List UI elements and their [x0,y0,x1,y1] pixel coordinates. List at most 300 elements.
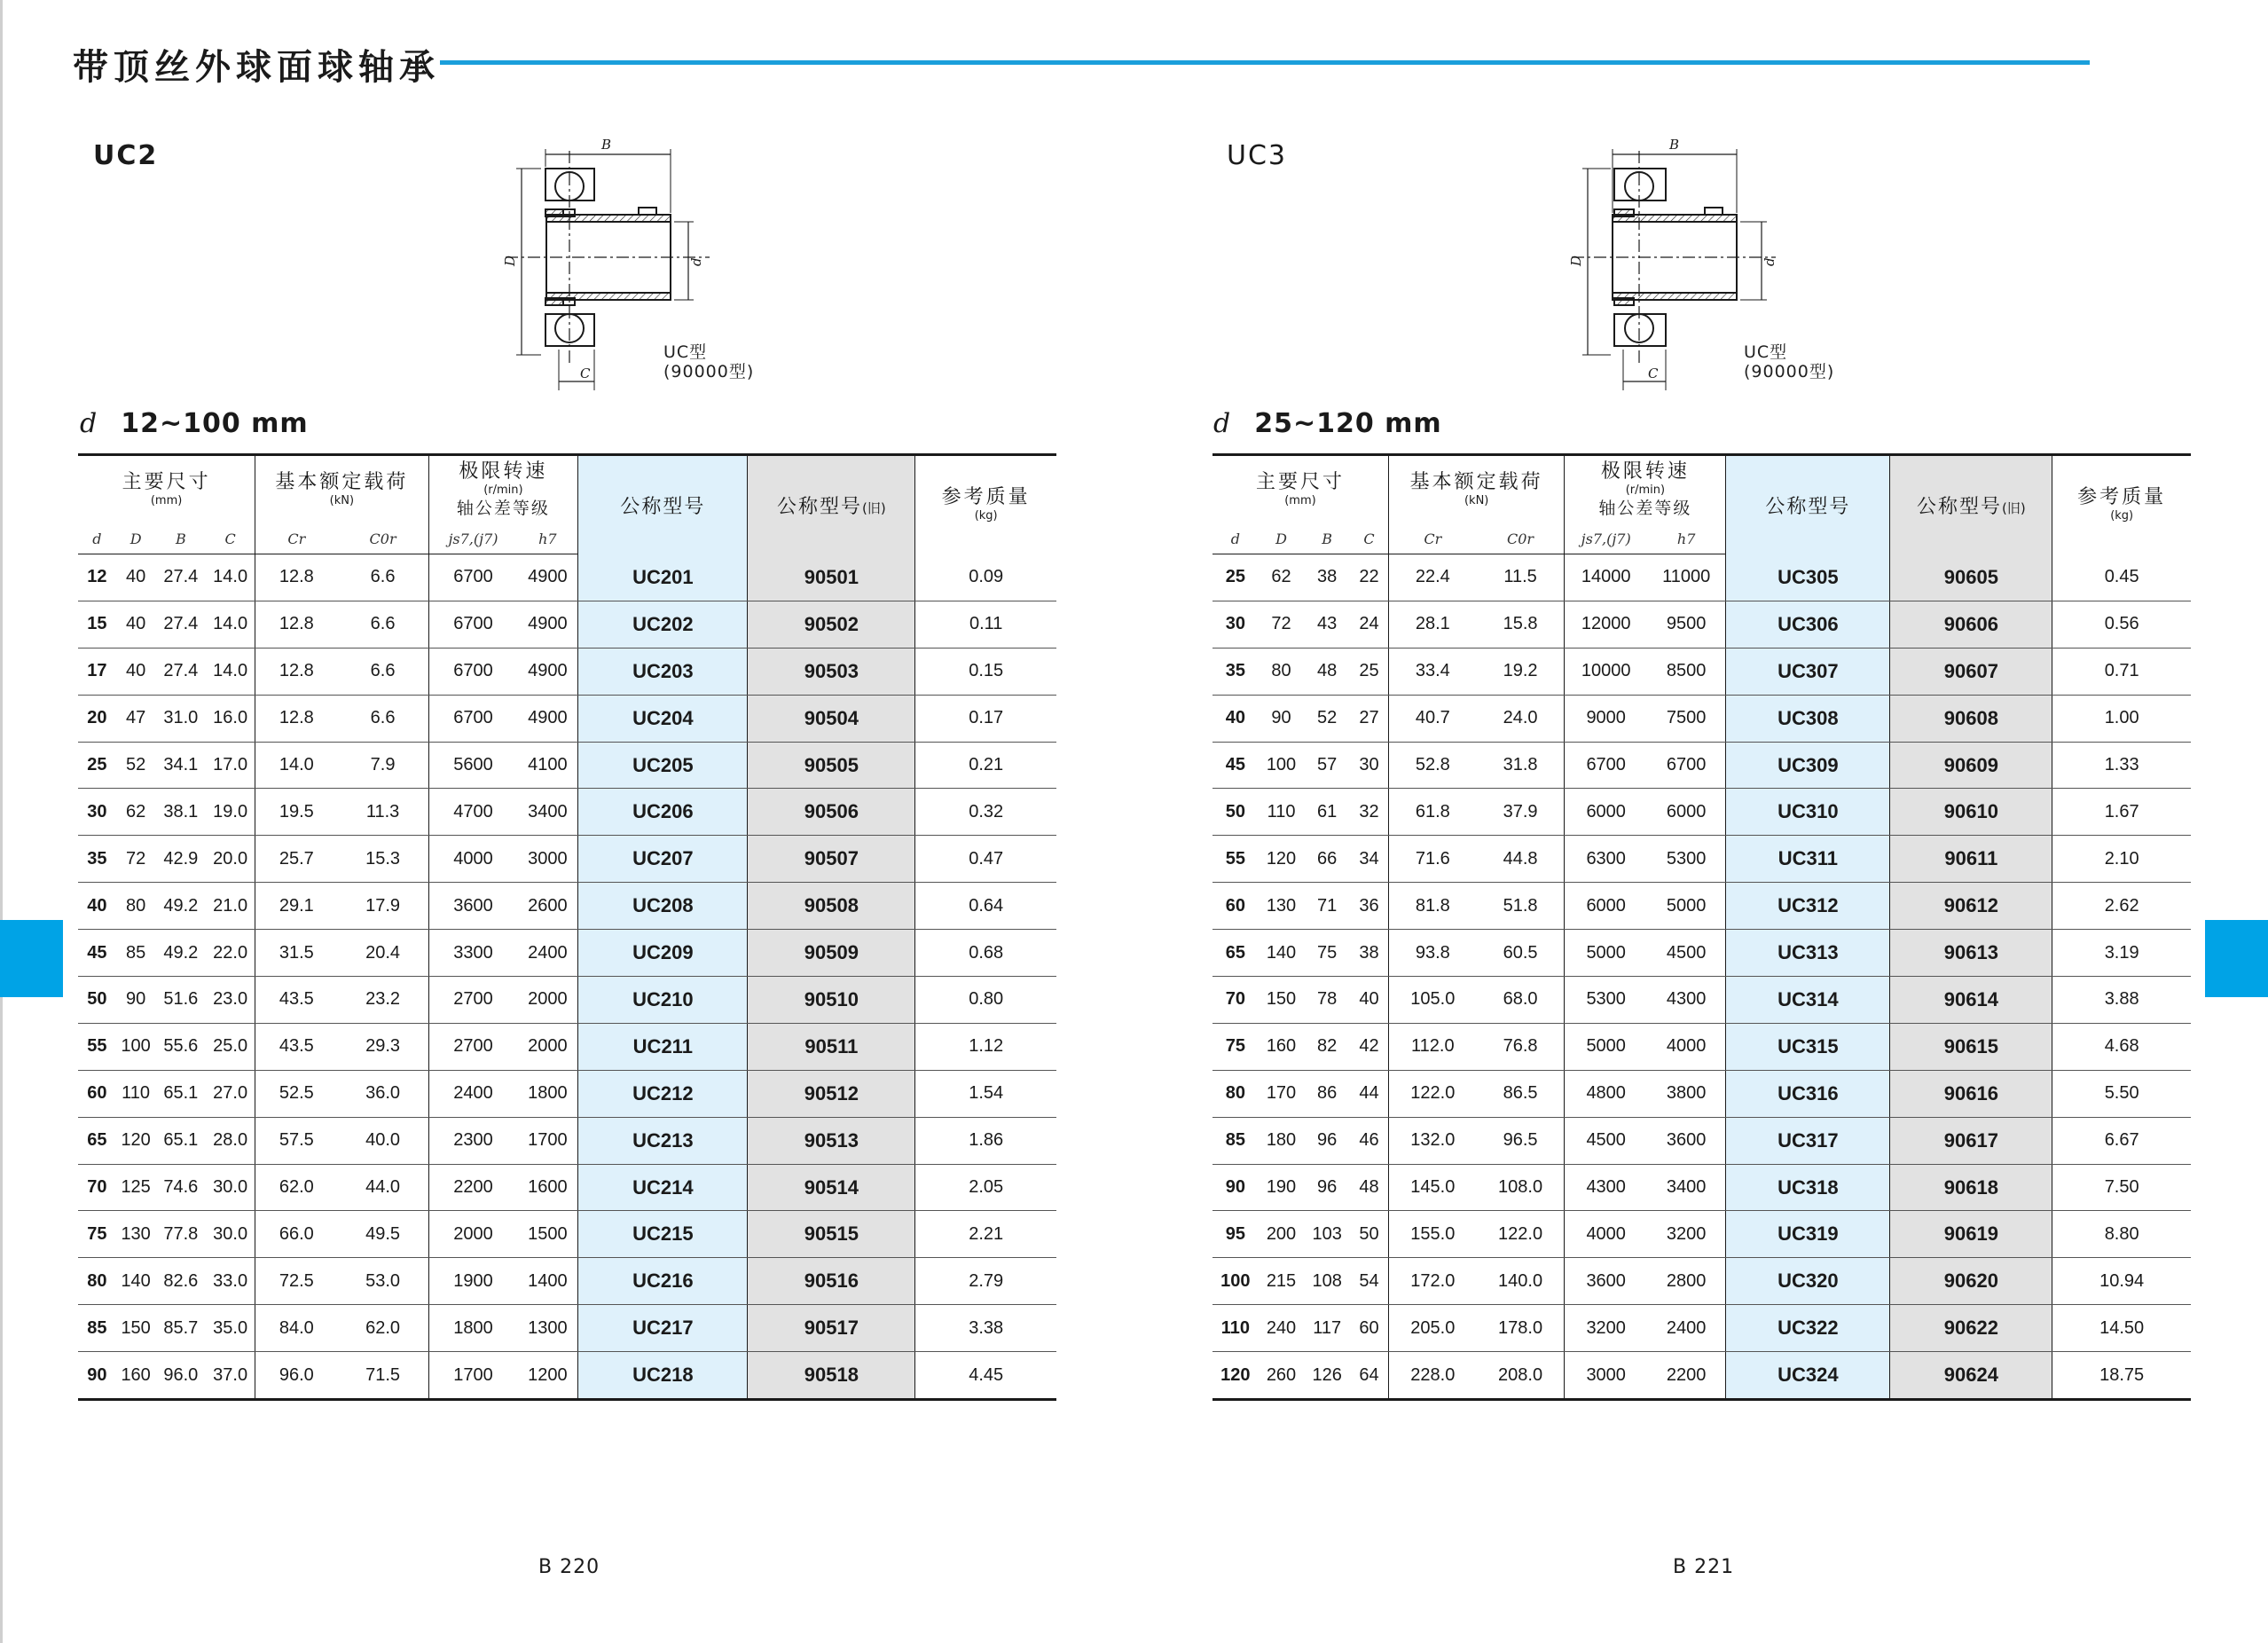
cell-D: 170 [1259,1070,1305,1117]
cell-Cr: 155.0 [1388,1211,1476,1258]
cell-D: 140 [1259,930,1305,977]
cell-Cr: 43.5 [255,1023,338,1070]
cell-speed-oil: 2400 [517,930,577,977]
cell-D: 40 [116,648,156,695]
cell-old-model: 90610 [1890,789,2052,836]
cell-C: 32 [1350,789,1388,836]
cell-d: 60 [78,1070,116,1117]
cell-mass: 4.68 [2052,1023,2191,1070]
cell-speed-grease: 4000 [1565,1211,1647,1258]
cell-old-model: 90507 [748,836,915,883]
table-row [1212,977,2191,1024]
cell-Cr: 105.0 [1388,977,1476,1024]
cell-D: 130 [1259,883,1305,930]
sub-B: B [156,523,207,554]
cell-old-model: 90605 [1890,554,2052,601]
dim-d-label: d [688,257,704,266]
cell-d: 20 [78,695,116,742]
cell-B: 31.0 [156,695,207,742]
cell-C: 28.0 [206,1117,255,1164]
cell-mass: 0.17 [915,695,1056,742]
cell-mass: 1.33 [2052,742,2191,789]
table-row [1212,648,2191,695]
cell-D: 140 [116,1258,156,1305]
cell-d: 85 [78,1305,116,1352]
cell-B: 38 [1304,554,1350,601]
cell-C: 37.0 [206,1352,255,1400]
cell-C: 27.0 [206,1070,255,1117]
cell-B: 108 [1304,1258,1350,1305]
cell-d: 40 [78,883,116,930]
cell-speed-grease: 6000 [1565,883,1647,930]
cell-Cr: 52.8 [1388,742,1476,789]
cell-speed-oil: 2000 [517,977,577,1024]
table-row [1212,836,2191,883]
cell-Cr: 72.5 [255,1258,338,1305]
cell-B: 65.1 [156,1117,207,1164]
cell-B: 51.6 [156,977,207,1024]
cell-model: UC211 [578,1023,748,1070]
cell-B: 52 [1304,695,1350,742]
table-row [78,1117,1056,1164]
cell-mass: 1.67 [2052,789,2191,836]
cell-D: 260 [1266,1364,1297,1385]
cell-old-model: 90516 [748,1258,915,1305]
cell-C: 30.0 [206,1164,255,1211]
cell-d: 50 [78,977,116,1024]
cell-mass: 5.50 [2052,1070,2191,1117]
cell-speed-grease: 4300 [1565,1164,1647,1211]
header-load: 基本额定载荷 (kN) [255,455,428,524]
cell-speed-oil: 4900 [517,648,577,695]
series-label-uc2: UC2 [93,140,159,171]
cell-model: UC308 [1726,695,1890,742]
cell-D: 150 [116,1305,156,1352]
cell-mass: 2.79 [915,1258,1056,1305]
cell-speed-oil: 2000 [517,1023,577,1070]
cell-model: UC316 [1726,1070,1890,1117]
cell-C0r: 44.8 [1477,836,1565,883]
cell-C0r: 71.5 [338,1352,429,1400]
cell-C0r: 15.8 [1477,601,1565,648]
cell-old-model: 90514 [748,1164,915,1211]
cell-B: 48 [1304,648,1350,695]
cell-speed-grease: 2000 [428,1211,517,1258]
cell-D: 40 [116,554,156,601]
header-dims: 主要尺寸 (mm) [78,455,255,524]
cell-D: 90 [1259,695,1305,742]
cell-C: 35.0 [206,1305,255,1352]
cell-d: 120 [1220,1364,1251,1385]
cell-Cr: 112.0 [1388,1023,1476,1070]
cell-speed-grease: 6700 [428,648,517,695]
cell-B: 42.9 [156,836,207,883]
cell-D: 200 [1259,1211,1305,1258]
cell-B: 65.1 [156,1070,207,1117]
cell-C0r: 68.0 [1477,977,1565,1024]
cell-old-model: 90504 [748,695,915,742]
cell-C: 42 [1350,1023,1388,1070]
cell-speed-oil: 3400 [517,789,577,836]
cell-B: 77.8 [156,1211,207,1258]
cell-old-model: 90618 [1890,1164,2052,1211]
cell-mass: 0.56 [2052,601,2191,648]
cell-B: 96 [1304,1117,1350,1164]
cell-mass: 10.94 [2052,1258,2191,1305]
cell-speed-grease: 5000 [1565,930,1647,977]
header-mass: 参考质量 (kg) [2052,455,2191,554]
cell-model: UC207 [578,836,748,883]
cell-C0r: 11.5 [1477,554,1565,601]
sub-C0r: C0r [1477,523,1565,554]
cell-speed-oil: 6000 [1647,789,1726,836]
cell-Cr: 66.0 [255,1211,338,1258]
cell-Cr: 93.8 [1388,930,1476,977]
cell-speed-grease: 3600 [428,883,517,930]
cell-d: 40 [1212,695,1259,742]
cell-speed-oil: 11000 [1647,554,1726,601]
cell-speed-grease: 4500 [1565,1117,1647,1164]
cell-speed-oil: 4000 [1647,1023,1726,1070]
cell-D: 90 [116,977,156,1024]
cell-old-model: 90616 [1890,1070,2052,1117]
cell-old-model: 90624 [1890,1352,2052,1400]
page-title: 带顶丝外球面球轴承 [73,47,440,88]
cell-mass: 2.21 [915,1211,1056,1258]
cell-mass: 2.05 [915,1164,1056,1211]
dim-D-label: D [1568,255,1584,266]
cell-old-model: 90620 [1890,1258,2052,1305]
cell-speed-oil: 3000 [517,836,577,883]
cell-B: 71 [1304,883,1350,930]
cell-C0r: 76.8 [1477,1023,1565,1070]
cell-D: 120 [116,1117,156,1164]
table-row [78,977,1056,1024]
cell-C0r: 15.3 [338,836,429,883]
cell-C: 38 [1350,930,1388,977]
cell-mass: 1.54 [915,1070,1056,1117]
table-row [78,789,1056,836]
cell-speed-oil: 8500 [1647,648,1726,695]
cell-model: UC205 [578,742,748,789]
table-row [78,601,1056,648]
cell-Cr: 25.7 [255,836,338,883]
table-row [1212,1023,2191,1070]
cell-speed-oil: 9500 [1647,601,1726,648]
cell-mass: 0.47 [915,836,1056,883]
cell-Cr: 40.7 [1388,695,1476,742]
cell-D: 180 [1259,1117,1305,1164]
cell-D: 160 [1259,1023,1305,1070]
cell-speed-grease: 6700 [428,695,517,742]
cell-C0r: 6.6 [338,554,429,601]
cell-old-model: 90505 [748,742,915,789]
cell-speed-grease: 4700 [428,789,517,836]
cell-speed-grease: 3200 [1565,1305,1647,1352]
cell-old-model: 90513 [748,1117,915,1164]
cell-D: 110 [116,1070,156,1117]
cell-old-model: 90622 [1890,1305,2052,1352]
cell-mass: 1.12 [915,1023,1056,1070]
cell-mass: 1.00 [2052,695,2191,742]
bore-range-right: d 25~120 mm [1213,408,1442,439]
cell-C: 46 [1350,1117,1388,1164]
cell-C0r: 36.0 [338,1070,429,1117]
cell-C0r: 49.5 [338,1211,429,1258]
cell-d: 35 [1212,648,1259,695]
cell-C: 20.0 [206,836,255,883]
drawing-caption-uc3: UC型 (90000型) [1744,342,1835,381]
cell-mass: 3.88 [2052,977,2191,1024]
cell-mass: 1.86 [915,1117,1056,1164]
cell-mass: 18.75 [2052,1352,2191,1400]
cell-C: 33.0 [206,1258,255,1305]
cell-speed-oil: 3800 [1647,1070,1726,1117]
cell-D: 150 [1259,977,1305,1024]
cell-C0r: 62.0 [338,1305,429,1352]
cell-C: 50 [1350,1211,1388,1258]
cell-speed-grease: 6700 [428,554,517,601]
cell-B: 27.4 [156,648,207,695]
cell-Cr: 28.1 [1388,601,1476,648]
section-tab-left [0,920,63,997]
table-row [1212,789,2191,836]
cell-Cr: 43.5 [255,977,338,1024]
cell-D: 62 [1259,554,1305,601]
dim-B-label: B [601,137,612,153]
cell-mass: 0.11 [915,601,1056,648]
cell-speed-grease: 10000 [1565,648,1647,695]
cell-B: 57 [1304,742,1350,789]
cell-D: 190 [1259,1164,1305,1211]
cell-C: 44 [1350,1070,1388,1117]
cell-Cr: 31.5 [255,930,338,977]
table-row [1212,1211,2191,1258]
cell-D: 80 [1259,648,1305,695]
cell-C: 16.0 [206,695,255,742]
cell-C: 54 [1350,1258,1388,1305]
cell-Cr: 61.8 [1388,789,1476,836]
cell-Cr: 33.4 [1388,648,1476,695]
cell-C: 48 [1350,1164,1388,1211]
series-label-uc3: UC3 [1227,140,1287,171]
cell-C0r: 140.0 [1477,1258,1565,1305]
cell-model: UC312 [1726,883,1890,930]
header-old-model: 公称型号(旧) [1890,455,2052,554]
cell-speed-oil: 1500 [517,1211,577,1258]
cell-d: 12 [78,554,116,601]
cell-mass: 8.80 [2052,1211,2191,1258]
cell-d: 60 [1212,883,1259,930]
cell-model: UC305 [1726,554,1890,601]
cell-B: 75 [1304,930,1350,977]
sub-C: C [1350,523,1388,554]
cell-D: 52 [116,742,156,789]
cell-B: 96.0 [163,1364,199,1385]
cell-B: 78 [1304,977,1350,1024]
cell-Cr: 19.5 [255,789,338,836]
table-row [78,1164,1056,1211]
cell-speed-oil: 5300 [1647,836,1726,883]
sub-js7: js7,(j7) [428,523,517,554]
table-row [1212,554,2191,601]
cell-speed-oil: 3200 [1647,1211,1726,1258]
cell-d: 17 [78,648,116,695]
cell-model: UC208 [578,883,748,930]
cell-old-model: 90501 [748,554,915,601]
cell-B: 38.1 [156,789,207,836]
cell-speed-grease: 2200 [428,1164,517,1211]
cell-model: UC320 [1726,1258,1890,1305]
cell-speed-oil: 4500 [1647,930,1726,977]
cell-old-model: 90510 [748,977,915,1024]
cell-old-model: 90515 [748,1211,915,1258]
cell-mass: 0.15 [915,648,1056,695]
cell-model: UC318 [1726,1164,1890,1211]
cell-d: 85 [1212,1117,1259,1164]
sub-Cr: Cr [255,523,338,554]
cell-d: 45 [78,930,116,977]
cell-D: 80 [116,883,156,930]
cell-Cr: 62.0 [255,1164,338,1211]
cell-speed-oil: 2800 [1647,1258,1726,1305]
dim-B-label: B [1669,137,1680,153]
cell-C: 27 [1350,695,1388,742]
cell-speed-oil: 5000 [1647,883,1726,930]
cell-old-model: 90615 [1890,1023,2052,1070]
cell-old-model: 90614 [1890,977,2052,1024]
cell-C0r: 208.0 [1477,1352,1565,1400]
cell-d: 15 [78,601,116,648]
table-row [78,1211,1056,1258]
cell-old-model: 90612 [1890,883,2052,930]
cell-Cr: 12.8 [255,601,338,648]
cell-old-model: 90607 [1890,648,2052,695]
cell-Cr: 145.0 [1388,1164,1476,1211]
cell-model: UC212 [578,1070,748,1117]
cell-speed-grease: 4000 [428,836,517,883]
cell-Cr: 81.8 [1388,883,1476,930]
cell-mass: 6.67 [2052,1117,2191,1164]
cell-speed-grease: 1800 [428,1305,517,1352]
cell-C: 34 [1350,836,1388,883]
cell-old-model: 90503 [748,648,915,695]
cell-B: 117 [1304,1305,1350,1352]
bore-range-left: d 12~100 mm [80,408,309,439]
cell-C0r: 53.0 [338,1258,429,1305]
cell-speed-oil: 1800 [517,1070,577,1117]
cell-speed-oil: 3400 [1647,1164,1726,1211]
cell-Cr: 96.0 [279,1364,314,1385]
cell-d: 90 [1212,1164,1259,1211]
cell-old-model: 90502 [748,601,915,648]
cell-D: 215 [1259,1258,1305,1305]
cell-d: 90 [87,1364,107,1385]
cell-D: 72 [116,836,156,883]
cell-old-model: 90609 [1890,742,2052,789]
cell-model: UC306 [1726,601,1890,648]
cell-C: 22.0 [206,930,255,977]
cell-model: UC216 [578,1258,748,1305]
table-row [78,1305,1056,1352]
cell-speed-oil: 3600 [1647,1117,1726,1164]
cell-Cr: 132.0 [1388,1117,1476,1164]
cell-model: UC201 [578,554,748,601]
cell-C: 14.0 [206,648,255,695]
cell-speed-oil: 4900 [517,554,577,601]
cell-D: 240 [1259,1305,1305,1352]
cell-C0r: 37.9 [1477,789,1565,836]
header-dims: 主要尺寸 (mm) [1212,455,1388,524]
cell-d: 75 [78,1211,116,1258]
cell-C: 17.0 [206,742,255,789]
cell-model: UC319 [1726,1211,1890,1258]
table-row [78,742,1056,789]
cell-mass: 14.50 [2052,1305,2191,1352]
cell-speed-grease: 1700 [453,1364,493,1385]
cell-model: UC317 [1726,1117,1890,1164]
cell-C: 19.0 [206,789,255,836]
cell-model: UC202 [578,601,748,648]
header-old-model: 公称型号(旧) [748,455,915,554]
table-row [1212,695,2191,742]
cell-C: 24 [1350,601,1388,648]
cell-model: UC324 [1726,1352,1890,1400]
cell-Cr: 12.8 [255,554,338,601]
cell-mass: 7.50 [2052,1164,2191,1211]
cell-mass: 0.09 [915,554,1056,601]
cell-old-model: 90509 [748,930,915,977]
table-row [1212,1352,2191,1400]
cell-model: UC315 [1726,1023,1890,1070]
cell-Cr: 205.0 [1388,1305,1476,1352]
sub-h7: h7 [517,523,577,554]
table-row [1212,1070,2191,1117]
cell-speed-grease: 9000 [1565,695,1647,742]
header-mass: 参考质量 (kg) [915,455,1056,554]
table-row [78,1070,1056,1117]
page-edge-left [0,0,3,1643]
cell-C: 40 [1350,977,1388,1024]
cell-D: 100 [1259,742,1305,789]
cell-C: 22 [1350,554,1388,601]
cell-mass: 0.21 [915,742,1056,789]
sub-C: C [206,523,255,554]
cell-C: 14.0 [206,601,255,648]
cell-B: 27.4 [156,601,207,648]
cell-B: 55.6 [156,1023,207,1070]
cell-C0r: 31.8 [1477,742,1565,789]
cell-C0r: 51.8 [1477,883,1565,930]
cell-speed-oil: 4100 [517,742,577,789]
cell-B: 34.1 [156,742,207,789]
cell-speed-oil: 7500 [1647,695,1726,742]
cell-C: 64 [1350,1352,1388,1400]
cell-C0r: 29.3 [338,1023,429,1070]
cell-speed-oil: 2600 [517,883,577,930]
cell-old-model: 90508 [748,883,915,930]
spec-table-uc3 [1212,453,2191,1401]
cell-Cr: 29.1 [255,883,338,930]
cell-old-model: 90608 [1890,695,2052,742]
cell-B: 82.6 [156,1258,207,1305]
cell-C: 25.0 [206,1023,255,1070]
cell-mass: 2.62 [2052,883,2191,930]
cell-C0r: 24.0 [1477,695,1565,742]
cell-mass: 0.32 [915,789,1056,836]
cell-D: 72 [1259,601,1305,648]
cell-d: 100 [1212,1258,1259,1305]
